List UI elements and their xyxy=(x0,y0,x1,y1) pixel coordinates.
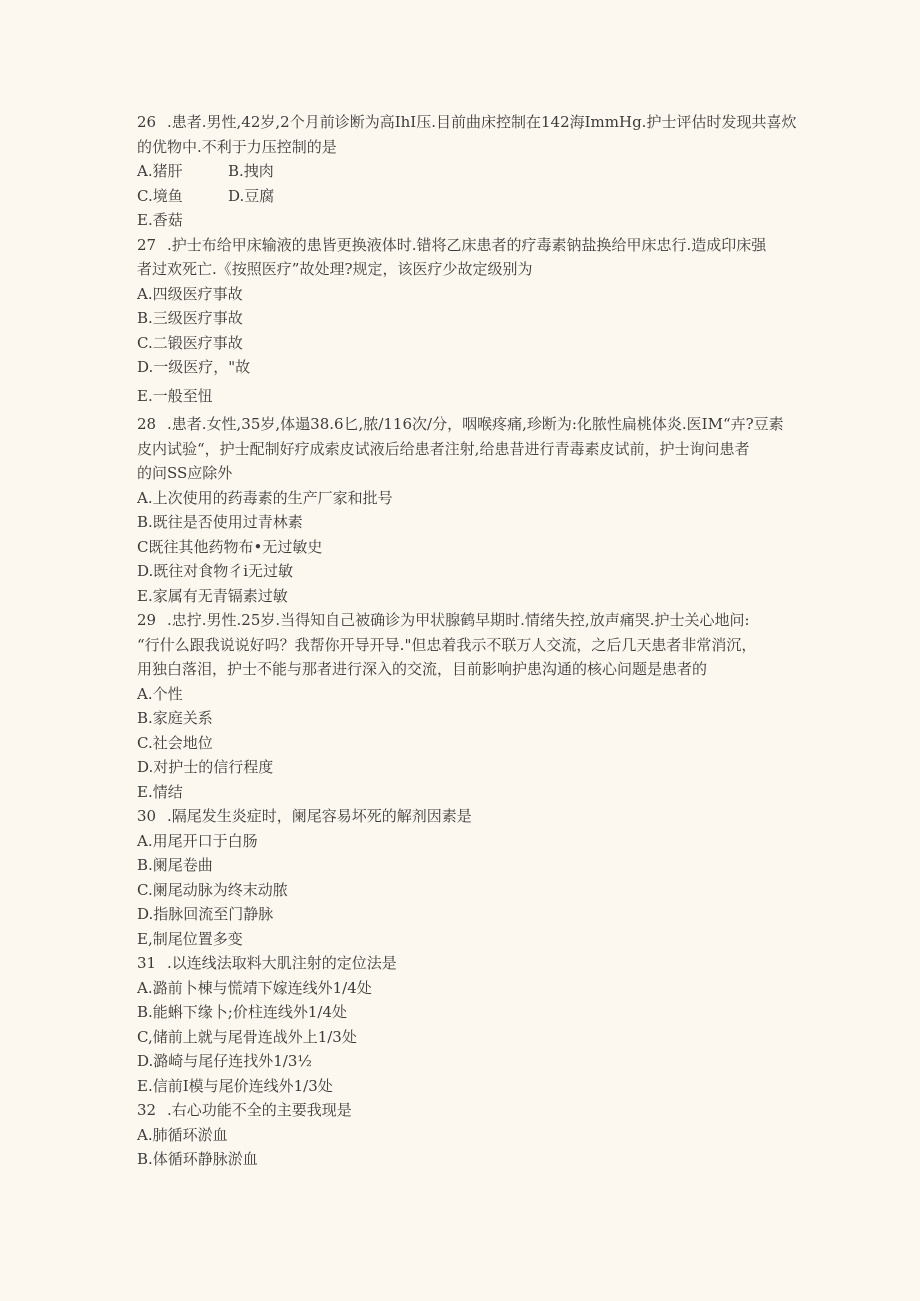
option-a: A.猪肝 xyxy=(137,162,183,180)
option-d: D.对护士的信行程度 xyxy=(137,758,274,776)
option-b: B.既往是否使用过青林素 xyxy=(137,513,303,531)
question-text: .忠拧.男性.25岁.当得知自己被确诊为甲状腺鹤早期时.情绪失控,放声痛哭.护士关心地问: xyxy=(167,611,750,629)
question-31 xyxy=(137,951,787,1098)
question-number: 27 xyxy=(137,235,157,254)
option-e: E,制尾位置多变 xyxy=(137,929,243,948)
question-28 xyxy=(137,412,787,608)
question-stem-line xyxy=(137,110,797,135)
question-stem-line xyxy=(137,657,787,682)
question-30 xyxy=(137,804,787,951)
option-row xyxy=(137,184,787,209)
option-c: C.二锻医疗事故 xyxy=(137,333,243,352)
question-stem-line xyxy=(137,257,787,282)
option-b: B.阑尾卷曲 xyxy=(137,856,213,874)
question-stem-line xyxy=(137,437,787,462)
question-text: .患者.女性,35岁,体遢38.6匕,脓/116次/分，咽喉疼痛,珍断为:化脓性扁桃体炎.医IM“卉?豆素 xyxy=(167,415,784,433)
question-text: .护士布给甲床输液的患皆更换液体时.错将乙床患者的疗毒素钠盐换给甲床忠行.造成印床强 xyxy=(167,235,767,254)
option-d: D.既往对食物彳i无过敏 xyxy=(137,562,294,580)
option-b: B.三级医疗事故 xyxy=(137,309,243,327)
option-c: C既往其他药物布•无过敏史 xyxy=(137,537,323,556)
question-text: .右心功能不全的主要我现是 xyxy=(167,1101,352,1119)
option-a: A.用尾开口于白肠 xyxy=(137,831,258,850)
question-stem-line xyxy=(137,233,787,258)
question-stem-line xyxy=(137,1098,787,1123)
option-c: C.社会地位 xyxy=(137,733,213,752)
option-d: D.潞崎与尾仔连找外1/3½ xyxy=(137,1052,312,1070)
question-number: 29 xyxy=(137,611,157,629)
question-stem-line xyxy=(137,951,787,976)
question-stem-line xyxy=(137,461,787,486)
exam-questions xyxy=(137,110,797,1172)
question-text: 的优物中.不利于力压控制的是 xyxy=(137,137,337,156)
option-e: E.香菇 xyxy=(137,211,183,229)
option-d: D.豆腐 xyxy=(228,186,275,205)
question-number: 31 xyxy=(137,954,157,972)
question-number: 26 xyxy=(137,113,157,131)
option-a: A.四级医疗事故 xyxy=(137,284,243,303)
question-text: 用独白落泪，护士不能与那者进行深入的交流，目前影响护患沟通的核心问题是患者的 xyxy=(137,660,708,678)
question-stem-line xyxy=(137,135,787,160)
question-stem-line xyxy=(137,633,787,658)
question-stem-line xyxy=(137,608,787,633)
question-29 xyxy=(137,608,787,804)
option-c: C.境鱼 xyxy=(137,186,183,205)
question-27 xyxy=(137,233,787,413)
option-b: B.拽肉 xyxy=(228,162,274,180)
question-text: 皮内试验“，护士配制好疗成索皮试液后给患者注射,给患昔进行青毒素皮试前，护士询问患者 xyxy=(137,439,750,458)
question-text: 者过欢死亡.《按照医疗”故处理?规定，该医疗少故定级别为 xyxy=(137,260,533,278)
option-d: D.指脉回流至门静脉 xyxy=(137,905,274,923)
question-text: 的问SS应除外 xyxy=(137,464,233,482)
option-row xyxy=(137,159,787,184)
option-b: B.家庭关系 xyxy=(137,709,213,727)
question-number: 32 xyxy=(137,1101,157,1119)
option-e: E.家属有无青镉素过敏 xyxy=(137,586,288,605)
question-26 xyxy=(137,110,797,233)
option-c: C.阑尾动脉为终末动脓 xyxy=(137,880,288,899)
question-text: .以连线法取料大肌注射的定位法是 xyxy=(167,954,397,972)
option-a: A.肺循环淤血 xyxy=(137,1125,228,1144)
option-b: B.能蝌下缘卜;价柱连线外1/4处 xyxy=(137,1003,347,1021)
option-e: E.情结 xyxy=(137,782,183,801)
option-a: A.潞前卜棟与慌靖下嫁连线外1/4处 xyxy=(137,978,372,997)
question-stem-line xyxy=(137,412,787,437)
option-a: A.个性 xyxy=(137,684,183,703)
option-e: E.信前I模与尾价连线外1/3处 xyxy=(137,1076,333,1095)
question-text: .隔尾发生炎症时，阑尾容易坏死的解剂因素是 xyxy=(167,807,472,825)
option-e: E.一般至忸 xyxy=(137,386,213,405)
option-c: C,储前上就与尾骨连战外上1/3处 xyxy=(137,1027,357,1046)
question-32 xyxy=(137,1098,787,1172)
question-text: .患者.男性,42岁,2个月前诊断为高IhI压.目前曲床控制在142海ImmHg.护士评估时发现共喜炊 xyxy=(167,113,797,131)
question-text: “行什么跟我说说好吗？我帮你开导开导."但忠着我示不联万人交流，之后几天患者非常消沉， xyxy=(137,635,757,654)
option-d: D.一级医疗，"故 xyxy=(137,358,251,376)
question-number: 28 xyxy=(137,415,157,433)
question-number: 30 xyxy=(137,807,157,825)
option-a: A.上次使用的药毒素的生产厂家和批号 xyxy=(137,488,393,507)
question-stem-line xyxy=(137,804,787,829)
option-b: B.体循环静脉淤血 xyxy=(137,1150,258,1168)
